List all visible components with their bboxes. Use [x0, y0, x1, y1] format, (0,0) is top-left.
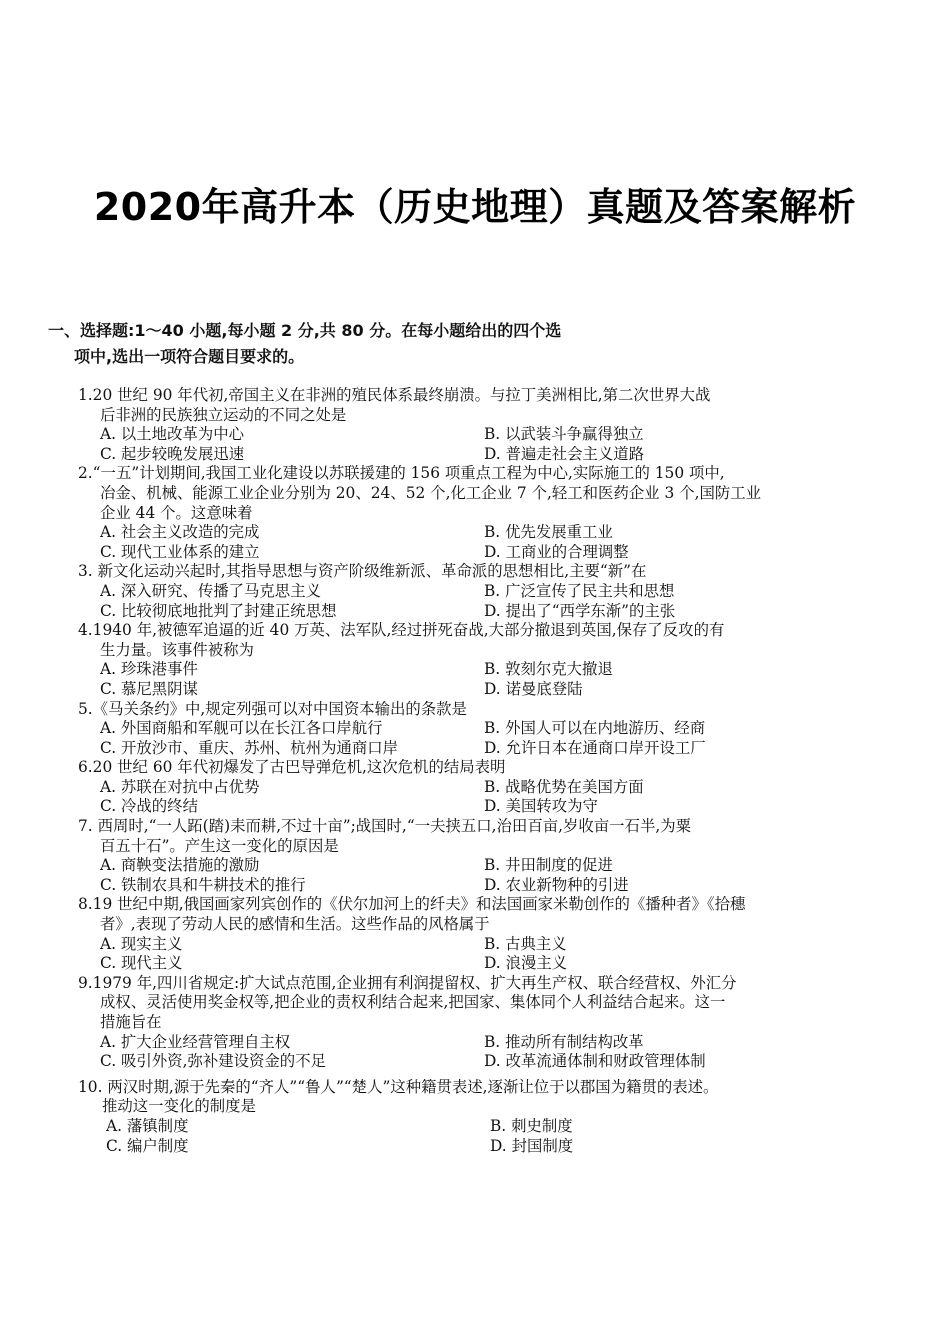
question-stem-line: 企业 44 个。这意味着: [100, 503, 253, 522]
option-grid: [78, 778, 898, 817]
section-heading: [48, 318, 908, 370]
question-4: [78, 621, 898, 699]
option-b: B. 井田制度的促进: [484, 856, 613, 875]
option-c: C. 现代工业体系的建立: [100, 542, 260, 561]
question-stem-line: 后非洲的民族独立运动的不同之处是: [100, 405, 347, 424]
option-c: C. 比较彻底地批判了封建正统思想: [100, 601, 337, 620]
option-d: D. 诺曼底登陆: [484, 679, 583, 698]
option-b: B. 广泛宣传了民主共和思想: [484, 581, 675, 600]
option-grid: [78, 719, 898, 758]
option-b: B. 外国人可以在内地游历、经商: [484, 719, 706, 738]
option-c: C. 冷战的终结: [100, 797, 198, 816]
section-heading-line2: 项中,选出一项符合题目要求的。: [74, 347, 305, 366]
option-a: A. 社会主义改造的完成: [100, 523, 260, 542]
option-grid: [78, 856, 898, 895]
option-grid: [78, 523, 898, 562]
option-b: B. 推动所有制结构改革: [484, 1032, 644, 1051]
option-c: C. 开放沙市、重庆、苏州、杭州为通商口岸: [100, 738, 399, 757]
option-c: C. 铁制农具和牛耕技术的推行: [100, 875, 306, 894]
question-stem-line: 3. 新文化运动兴起时,其指导思想与资产阶级维新派、革命派的思想相比,主要“新”在: [78, 562, 647, 581]
question-stem-line: 4.1940 年,被德军追逼的近 40 万英、法军队,经过拼死奋战,大部分撤退到英国,保存了反攻的有: [78, 621, 725, 640]
question-stem-line: 百五十石”。产生这一变化的原因是: [100, 836, 339, 855]
option-b: B. 以武装斗争赢得独立: [484, 425, 644, 444]
option-d: D. 封国制度: [490, 1136, 574, 1155]
option-d: D. 提出了“西学东渐”的主张: [484, 601, 676, 620]
option-grid: [78, 660, 898, 699]
option-grid: [78, 935, 898, 974]
question-stem-line: 措施旨在: [100, 1013, 162, 1031]
option-d: D. 改革流通体制和财政管理体制: [484, 1052, 706, 1071]
question-stem-line: 成权、灵活使用奖金权等,把企业的责权利结合起来,把国家、集体同个人利益结合起来。这一: [100, 993, 726, 1012]
option-d: D. 普遍走社会主义道路: [484, 444, 645, 463]
option-d: D. 允许日本在通商口岸开设工厂: [484, 738, 706, 757]
question-stem-line: 2.“一五”计划期间,我国工业化建设以苏联援建的 156 项重点工程为中心,实际施工的 150 项中,: [78, 464, 725, 483]
option-c: C. 吸引外资,弥补建设资金的不足: [100, 1052, 326, 1071]
option-a: A. 深入研究、传播了马克思主义: [100, 581, 321, 600]
question-2: [78, 464, 898, 562]
option-c: C. 编户制度: [106, 1136, 189, 1155]
question-stem-line: 9.1979 年,四川省规定:扩大试点范围,企业拥有利润提留权、扩大再生产权、联合经营权、外汇分: [78, 973, 737, 992]
question-5: [78, 700, 898, 759]
question-stem-line: 7. 西周时,“一人跖(踏)耒而耕,不过十亩”;战国时,“一夫挟五口,治田百亩,岁收亩一石半,为粟: [78, 817, 692, 836]
option-b: B. 战略优势在美国方面: [484, 777, 644, 796]
option-b: B. 敦刻尔克大撤退: [484, 660, 613, 679]
question-list: [78, 386, 898, 1156]
option-a: A. 现实主义: [100, 934, 183, 953]
question-stem-line: 者》,表现了劳动人民的感情和生活。这些作品的风格属于: [100, 915, 490, 934]
option-d: D. 浪漫主义: [484, 954, 568, 973]
question-stem-line: 生力量。该事件被称为: [100, 640, 254, 659]
option-b: B. 刺史制度: [490, 1116, 573, 1135]
option-a: A. 藩镇制度: [106, 1116, 189, 1135]
option-a: A. 扩大企业经营管理自主权: [100, 1032, 291, 1051]
option-a: A. 以土地改革为中心: [100, 425, 245, 444]
question-stem-line: 推动这一变化的制度是: [102, 1097, 256, 1116]
option-d: D. 工商业的合理调整: [484, 542, 629, 561]
option-c: C. 现代主义: [100, 954, 183, 973]
option-grid: [78, 425, 898, 464]
question-9: [78, 974, 898, 1072]
option-a: A. 商鞅变法措施的激励: [100, 856, 260, 875]
option-c: C. 起步较晚发展迅速: [100, 444, 245, 463]
option-b: B. 优先发展重工业: [484, 523, 613, 542]
option-grid: [78, 1033, 898, 1072]
option-d: D. 农业新物种的引进: [484, 875, 629, 894]
option-d: D. 美国转攻为守: [484, 797, 598, 816]
question-stem-line: 8.19 世纪中期,俄国画家列宾创作的《伏尔加河上的纤夫》和法国画家米勒创作的《播种者》《拾穗: [78, 895, 746, 914]
question-8: [78, 895, 898, 973]
question-stem-line: 6.20 世纪 60 年代初爆发了古巴导弹危机,这次危机的结局表明: [78, 758, 506, 777]
option-a: A. 外国商船和军舰可以在长江各口岸航行: [100, 719, 383, 738]
question-stem-line: 5.《马关条约》中,规定列强可以对中国资本输出的条款是: [78, 699, 467, 718]
question-1: [78, 386, 898, 464]
section-heading-line1: 一、选择题:1～40 小题,每小题 2 分,共 80 分。在每小题给出的四个选: [48, 321, 562, 340]
option-a: A. 苏联在对抗中占优势: [100, 777, 260, 796]
question-10: [78, 1078, 898, 1156]
question-stem-line: 冶金、机械、能源工业企业分别为 20、24、52 个,化工企业 7 个,轻工和医药企业 3 个,国防工业: [100, 483, 762, 502]
question-3: [78, 562, 898, 621]
question-stem-line: 1.20 世纪 90 年代初,帝国主义在非洲的殖民体系最终崩溃。与拉丁美洲相比,第二次世界大战: [78, 386, 711, 404]
option-a: A. 珍珠港事件: [100, 660, 198, 679]
question-stem-line: 10. 两汉时期,源于先秦的“齐人”“鲁人”“楚人”这种籍贯表述,逐渐让位于以郡国为籍贯的表述。: [78, 1077, 719, 1096]
option-grid: [78, 1117, 898, 1156]
question-7: [78, 817, 898, 895]
question-6: [78, 758, 898, 817]
option-grid: [78, 582, 898, 621]
option-b: B. 古典主义: [484, 934, 567, 953]
option-c: C. 慕尼黑阴谋: [100, 679, 198, 698]
page-title: 2020年高升本（历史地理）真题及答案解析: [93, 185, 857, 229]
